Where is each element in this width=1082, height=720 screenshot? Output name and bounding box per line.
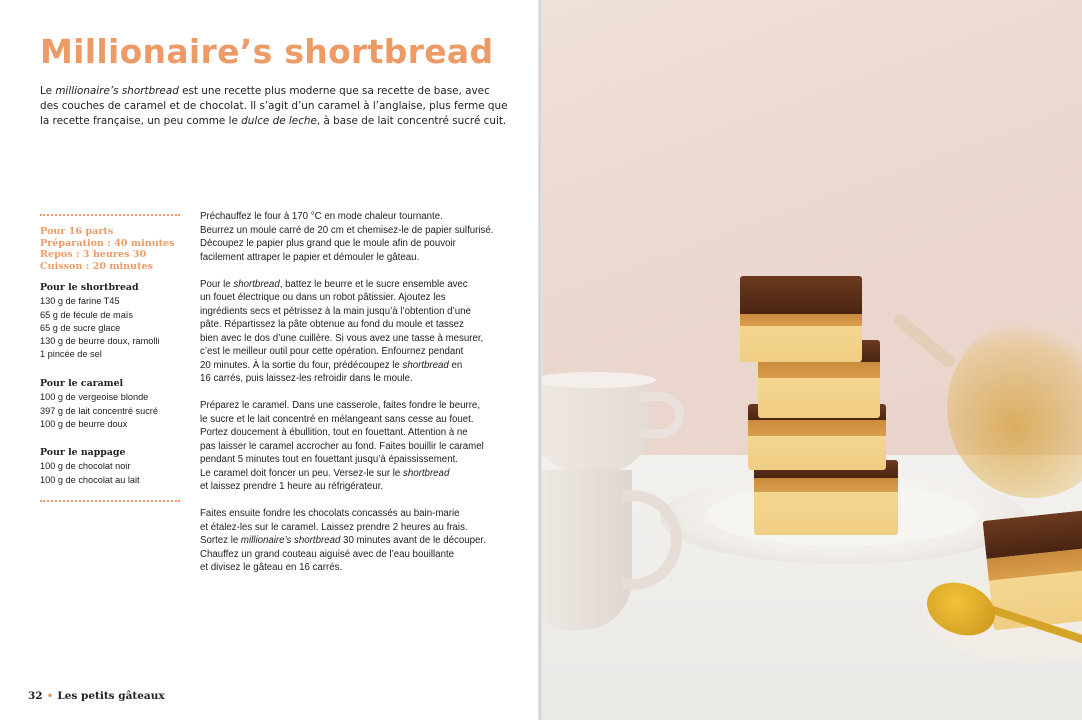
dotted-divider-top	[40, 214, 180, 216]
footer-separator: •	[46, 690, 54, 702]
shortbread-square	[740, 276, 862, 362]
ingredients-caramel	[40, 377, 158, 431]
teapot-spout	[892, 312, 957, 369]
ingredient-item: 1 pincée de sel	[40, 349, 102, 360]
back-teacup-handle	[640, 392, 684, 438]
front-teacup	[542, 470, 632, 630]
ingredient-item: 397 g de lait concentré sucré	[40, 405, 158, 416]
ingredient-item: 100 g de chocolat au lait	[40, 474, 140, 485]
recipe-title: Millionaire’s shortbread	[40, 32, 494, 71]
recipe-steps	[200, 210, 500, 588]
back-teacup	[542, 378, 652, 473]
ingredient-item: 130 g de beurre doux, ramolli	[40, 336, 160, 347]
ingredient-item: 130 g de farine T45	[40, 296, 120, 307]
ingredient-heading: Pour le caramel	[40, 378, 124, 389]
page-footer	[28, 690, 165, 702]
ingredient-item: 100 g de chocolat noir	[40, 461, 131, 472]
ingredient-heading: Pour le shortbread	[40, 282, 139, 293]
dotted-divider-bottom	[40, 500, 180, 502]
recipe-intro: Le millionaire’s shortbread est une recette plus moderne que sa recette de base, avec des couches de caramel et de chocolat. Il s’agit d’un caramel à l’anglaise, plus ferme que la recette française, un peu comme le dulce de leche, à base de lait concentré sucré cuit.	[40, 85, 508, 127]
recipe-photo	[542, 0, 1082, 720]
prep-time: Préparation : 40 minutes	[40, 237, 175, 249]
cook-time: Cuisson : 20 minutes	[40, 260, 154, 272]
ingredient-heading: Pour le nappage	[40, 447, 126, 458]
step-paragraph: Préchauffez le four à 170 °C en mode chaleur tournante. Beurrez un moule carré de 20 cm et chemisez-le de papier sulfurisé. Découpez le papier plus grand que le moule afin de pouvoir facilement attraper le papier et démouler le gâteau.	[200, 211, 494, 263]
section-title: Les petits gâteaux	[57, 690, 165, 702]
shortbread-square	[754, 460, 898, 535]
page-number: 32	[28, 690, 43, 702]
ingredients-shortbread	[40, 281, 160, 362]
ingredient-item: 100 g de beurre doux	[40, 418, 128, 429]
servings: Pour 16 parts	[40, 226, 114, 237]
step-paragraph: Préparez le caramel. Dans une casserole, faites fondre le beurre, le sucre et le lait concentré en mélangeant sans cesse au fouet. Portez doucement à ébullition, tout en fouettant. Attention à ne pas laisser le caramel accrocher au fond. Faites bouillir le caramel pendant 5 minutes tout en fouettant jusqu’à épaississement. Le caramel doit foncer un peu. Versez-le sur le shortbread et laissez prendre 1 heure au réfrigérateur.	[200, 400, 484, 492]
recipe-info	[40, 226, 175, 272]
ingredient-item: 65 g de fécule de maïs	[40, 309, 133, 320]
ingredients-topping	[40, 446, 140, 487]
step-paragraph: Faites ensuite fondre les chocolats concassés au bain-marie et étalez-les sur le caramel. Laissez prendre 2 heures au frais. Sortez le millionaire’s shortbread 30 minutes avant de le découper. Chauffez un grand couteau aiguisé avec de l’eau bouillante et divisez le gâteau en 16 carrés.	[200, 508, 486, 573]
step-paragraph: Pour le shortbread, battez le beurre et le sucre ensemble avec un fouet électrique ou dans un robot pâtissier. Ajoutez les ingrédients secs et pétrissez à la main jusqu’à l’obtention d’une pâte. Répartissez la pâte obtenue au fond du moule et tassez bien avec le dos d’une cuillère. Si vous avez une tasse à mesurer, c’est le meilleur outil pour cette opération. Enfournez pendant 20 minutes. À la sortie du four, prédécoupez le shortbread en 16 carrés, puis laissez-les refroidir dans le moule.	[200, 278, 484, 384]
rest-time: Repos : 3 heures 30	[40, 249, 147, 260]
ingredient-item: 100 g de vergeoise blonde	[40, 392, 149, 403]
ingredient-item: 65 g de sucre glace	[40, 322, 121, 333]
